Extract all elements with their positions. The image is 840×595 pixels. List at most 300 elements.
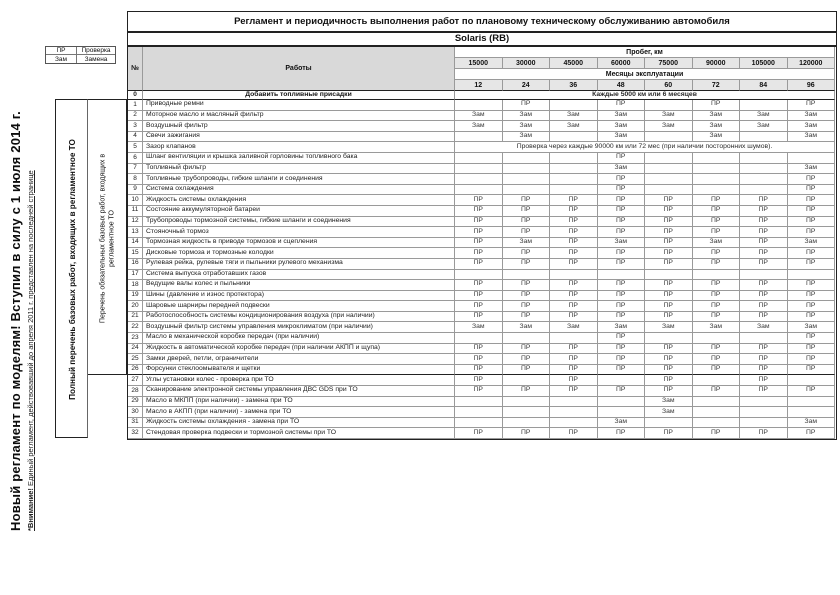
interval-cell: ПР [503,259,551,270]
interval-cell: ПР [598,153,646,164]
interval-cell [598,375,646,386]
interval-cell: ПР [740,238,788,249]
row-number: 6 [128,153,143,164]
interval-cell [693,153,741,164]
row-number: 18 [128,280,143,291]
interval-cell [740,153,788,164]
interval-cell: ПР [550,238,598,249]
interval-cell: ПР [503,217,551,228]
interval-cell: ПР [693,206,741,217]
months-header: 24 [503,80,551,91]
interval-cell: ПР [645,354,693,365]
interval-cell: ПР [598,259,646,270]
interval-cell: ПР [788,354,836,365]
work-label: Зазор клапанов [143,142,455,153]
interval-cell: ПР [455,227,503,238]
interval-cell: ПР [503,365,551,376]
interval-cell [693,185,741,196]
interval-cell: ПР [645,291,693,302]
interval-cell [645,333,693,344]
interval-cell [455,164,503,175]
row-number: 5 [128,142,143,153]
interval-cell: ПР [503,248,551,259]
work-label: Масло в АКПП (при наличии) - замена при ТО [143,407,455,418]
interval-cell: ПР [598,386,646,397]
row-number: 32 [128,428,143,439]
interval-cell [788,375,836,386]
interval-cell: ПР [740,312,788,323]
interval-cell: ПР [503,428,551,439]
interval-cell [550,100,598,111]
interval-cell [550,185,598,196]
interval-cell [693,407,741,418]
interval-cell [598,407,646,418]
interval-cell: ПР [740,248,788,259]
interval-cell [550,333,598,344]
interval-cell: ПР [788,344,836,355]
work-label: Топливный фильтр [143,164,455,175]
interval-cell: ПР [693,248,741,259]
interval-cell: ПР [455,386,503,397]
interval-cell: Зам [645,111,693,122]
interval-cell [550,397,598,408]
work-label: Сканирование электронной системы управления ДВС GDS при ТО [143,386,455,397]
work-label: Система охлаждения [143,185,455,196]
interval-cell: Зам [598,164,646,175]
mileage-header: 45000 [550,58,598,69]
interval-cell [740,164,788,175]
legend-replace-abbr: Зам [46,55,77,63]
interval-cell: ПР [645,259,693,270]
interval-cell: Зам [503,111,551,122]
interval-cell [503,270,551,281]
interval-cell [645,132,693,143]
interval-cell [550,418,598,429]
interval-cell: ПР [550,428,598,439]
row-number: 15 [128,248,143,259]
interval-cell [455,333,503,344]
row-number: 7 [128,164,143,175]
months-header: 84 [740,80,788,91]
interval-cell: ПР [645,301,693,312]
interval-cell: ПР [455,354,503,365]
interval-cell: ПР [645,206,693,217]
interval-cell: ПР [740,301,788,312]
interval-cell [645,153,693,164]
mileage-header: 15000 [455,58,503,69]
interval-cell [550,174,598,185]
interval-cell: Зам [550,111,598,122]
interval-cell: Зам [788,111,836,122]
interval-cell: Зам [598,418,646,429]
interval-cell: ПР [455,291,503,302]
interval-cell: ПР [503,280,551,291]
interval-cell: Зам [740,322,788,333]
months-band-label: Месяцы эксплуатации [455,69,835,80]
mileage-header: 105000 [740,58,788,69]
interval-cell [550,407,598,418]
interval-cell: ПР [788,291,836,302]
interval-cell [503,418,551,429]
interval-cell: ПР [503,301,551,312]
interval-cell [455,100,503,111]
interval-cell [550,153,598,164]
mileage-band-label: Пробег, км [455,47,835,58]
work-label: Форсунки стеклоомывателя и щетки [143,365,455,376]
group-bar-mandatory-list-label: Перечень обязательных базовых работ, входящих в регламентное ТО [98,153,115,323]
interval-cell: ПР [693,301,741,312]
interval-cell [693,270,741,281]
interval-cell: Зам [598,132,646,143]
interval-cell: ПР [455,301,503,312]
interval-cell: ПР [503,206,551,217]
row-number: 9 [128,185,143,196]
months-header: 12 [455,80,503,91]
row-number: 13 [128,227,143,238]
work-label: Стояночный тормоз [143,227,455,238]
interval-cell: ПР [788,206,836,217]
interval-cell: ПР [455,195,503,206]
legend-check-abbr: ПР [46,47,77,55]
row-number: 12 [128,217,143,228]
row-number: 19 [128,291,143,302]
interval-cell: ПР [788,185,836,196]
interval-cell: Зам [503,132,551,143]
interval-cell [503,397,551,408]
row-number: 21 [128,312,143,323]
interval-cell: ПР [693,280,741,291]
interval-cell: ПР [598,365,646,376]
interval-cell [503,407,551,418]
row-number: 4 [128,132,143,143]
interval-cell: Зам [455,111,503,122]
interval-cell: ПР [693,100,741,111]
interval-cell: ПР [645,248,693,259]
interval-cell: ПР [645,375,693,386]
interval-cell: ПР [550,386,598,397]
interval-cell: ПР [788,333,836,344]
interval-cell: ПР [788,365,836,376]
interval-cell [455,185,503,196]
interval-cell [740,270,788,281]
interval-cell: ПР [788,428,836,439]
interval-cell: ПР [550,344,598,355]
legend-check-label: Проверка [77,47,115,55]
interval-cell: ПР [503,227,551,238]
work-label: Свечи зажигания [143,132,455,143]
col-header-works: Работы [143,47,455,91]
interval-cell: ПР [598,280,646,291]
interval-cell [645,174,693,185]
interval-cell [550,270,598,281]
months-header: 48 [598,80,646,91]
interval-cell: ПР [550,301,598,312]
interval-cell: ПР [740,386,788,397]
row-number: 22 [128,322,143,333]
interval-cell: ПР [788,227,836,238]
interval-cell [455,397,503,408]
interval-cell [693,333,741,344]
row-number: 16 [128,259,143,270]
interval-cell: ПР [788,301,836,312]
interval-cell: Зам [645,397,693,408]
interval-cell: Зам [788,322,836,333]
months-header: 36 [550,80,598,91]
legend-table [45,46,116,64]
interval-cell: ПР [598,333,646,344]
interval-cell: ПР [598,195,646,206]
interval-cell [455,270,503,281]
interval-cell: Зам [788,164,836,175]
maintenance-table [127,46,837,440]
interval-cell: ПР [645,365,693,376]
work-label: Углы установки колес - проверка при ТО [143,375,455,386]
interval-cell: Зам [693,238,741,249]
interval-cell: ПР [550,291,598,302]
page-title: Регламент и периодичность выполнения работ по плановому техническому обслуживанию автомобиля [127,11,837,32]
work-label: Работоспособность системы кондиционирования воздуха (при наличии) [143,312,455,323]
interval-cell: Зам [788,121,836,132]
interval-cell [455,153,503,164]
interval-cell: ПР [598,344,646,355]
interval-cell: ПР [740,344,788,355]
interval-cell: Зам [740,111,788,122]
interval-cell: ПР [455,428,503,439]
interval-cell [693,397,741,408]
interval-cell [788,270,836,281]
row-number: 31 [128,418,143,429]
interval-cell: ПР [550,375,598,386]
interval-cell: ПР [645,312,693,323]
work-label: Шины (давление и износ протектора) [143,291,455,302]
interval-cell: ПР [598,291,646,302]
interval-cell: ПР [503,386,551,397]
group-bar-full-list [55,99,88,438]
interval-cell: ПР [550,206,598,217]
interval-cell: Зам [788,238,836,249]
interval-cell [598,270,646,281]
interval-cell: Зам [645,121,693,132]
work-label: Стендовая проверка подвески и тормозной системы при ТО [143,428,455,439]
interval-cell: ПР [693,344,741,355]
interval-cell: ПР [455,259,503,270]
interval-cell: ПР [550,312,598,323]
mileage-header: 75000 [645,58,693,69]
interval-cell [740,132,788,143]
interval-cell: ПР [550,259,598,270]
interval-cell [645,270,693,281]
row-number: 2 [128,111,143,122]
work-label: Жидкость системы охлаждения [143,195,455,206]
side-note [8,85,52,531]
interval-cell [455,132,503,143]
interval-cell: ПР [693,428,741,439]
interval-cell: ПР [550,365,598,376]
interval-cell: ПР [740,291,788,302]
interval-cell [788,397,836,408]
interval-cell: ПР [740,217,788,228]
interval-cell: ПР [645,238,693,249]
mileage-header: 120000 [788,58,836,69]
work-label: Жидкость в автоматической коробке передач (при наличии АКПП и щупа) [143,344,455,355]
interval-cell [693,164,741,175]
interval-cell [503,375,551,386]
interval-cell [740,407,788,418]
interval-cell: Зам [693,121,741,132]
interval-cell: ПР [740,280,788,291]
work-label: Масло в МКПП (при наличии) - замена при ТО [143,397,455,408]
interval-cell: ПР [693,291,741,302]
interval-cell: ПР [598,174,646,185]
interval-cell: ПР [550,248,598,259]
work-label: Воздушный фильтр системы управления микроклиматом (при наличии) [143,322,455,333]
interval-cell: ПР [645,195,693,206]
interval-cell [550,164,598,175]
interval-cell: ПР [740,195,788,206]
interval-cell: ПР [550,217,598,228]
interval-cell: ПР [693,354,741,365]
interval-cell [455,407,503,418]
interval-cell: ПР [455,248,503,259]
interval-cell [693,418,741,429]
mileage-header: 60000 [598,58,646,69]
interval-cell: ПР [455,217,503,228]
interval-cell: ПР [788,312,836,323]
months-header: 72 [693,80,741,91]
interval-cell: ПР [598,428,646,439]
work-label: Замки дверей, петли, ограничители [143,354,455,365]
interval-cell: ПР [788,195,836,206]
row-number: 17 [128,270,143,281]
interval-span: Каждые 5000 км или 6 месяцев [455,91,835,100]
mileage-header: 30000 [503,58,551,69]
row-number: 20 [128,301,143,312]
work-label: Масло в механической коробке передач (при наличии) [143,333,455,344]
interval-cell: ПР [598,301,646,312]
work-label: Трубопроводы тормозной системы, гибкие шланги и соединения [143,217,455,228]
interval-cell: ПР [598,227,646,238]
interval-cell: Зам [645,407,693,418]
interval-cell: Зам [693,322,741,333]
interval-span: Проверка через каждые 90000 км или 72 мес (при наличии посторонних шумов). [455,142,835,153]
interval-cell: Зам [788,132,836,143]
interval-cell: ПР [788,248,836,259]
interval-cell: ПР [503,312,551,323]
work-label: Моторное масло и масляный фильтр [143,111,455,122]
work-label: Воздушный фильтр [143,121,455,132]
interval-cell: ПР [503,344,551,355]
interval-cell: ПР [740,365,788,376]
interval-cell [503,164,551,175]
interval-cell: ПР [788,280,836,291]
work-label: Состояние аккумуляторной батареи [143,206,455,217]
interval-cell: Зам [503,322,551,333]
interval-cell: ПР [740,227,788,238]
row-number: 3 [128,121,143,132]
row-number: 11 [128,206,143,217]
work-label: Рулевая рейка, рулевые тяги и пыльники рулевого механизма [143,259,455,270]
interval-cell: ПР [740,259,788,270]
interval-cell [503,153,551,164]
model-title: Solaris (RB) [127,32,837,47]
interval-cell [740,333,788,344]
work-label: Жидкость системы охлаждения - замена при ТО [143,418,455,429]
interval-cell: Зам [598,121,646,132]
interval-cell [788,407,836,418]
interval-cell [645,185,693,196]
interval-cell: Зам [503,121,551,132]
interval-cell: ПР [788,259,836,270]
work-label: Шланг вентиляции и крышка заливной горловины топливного бака [143,153,455,164]
legend-replace-label: Замена [84,55,108,63]
interval-cell: ПР [740,354,788,365]
interval-cell: Зам [550,121,598,132]
interval-cell: Зам [455,121,503,132]
row-number: 1 [128,100,143,111]
interval-cell [455,418,503,429]
interval-cell: Зам [693,132,741,143]
interval-cell: ПР [693,195,741,206]
interval-cell: Зам [693,111,741,122]
work-label: Тормозная жидкость в приводе тормозов и сцепления [143,238,455,249]
row-number: 29 [128,397,143,408]
interval-cell: ПР [645,344,693,355]
interval-cell [550,132,598,143]
interval-cell: ПР [645,386,693,397]
interval-cell: Зам [788,418,836,429]
interval-cell: ПР [503,291,551,302]
interval-cell: Зам [598,238,646,249]
row-number: 27 [128,375,143,386]
interval-cell: ПР [693,259,741,270]
interval-cell: ПР [740,428,788,439]
interval-cell [693,174,741,185]
row-number: 25 [128,354,143,365]
interval-cell: ПР [598,354,646,365]
interval-cell: ПР [455,206,503,217]
interval-cell: ПР [550,195,598,206]
interval-cell [740,100,788,111]
interval-cell: ПР [455,365,503,376]
work-label: Топливные трубопроводы, гибкие шланги и соединения [143,174,455,185]
interval-cell: ПР [503,354,551,365]
row-number: 14 [128,238,143,249]
interval-cell: Зам [598,322,646,333]
interval-cell: ПР [645,280,693,291]
interval-cell: ПР [598,185,646,196]
work-label: Шаровые шарниры передней подвески [143,301,455,312]
interval-cell: ПР [693,312,741,323]
months-header: 96 [788,80,836,91]
row-number: 24 [128,344,143,355]
interval-cell: ПР [788,174,836,185]
interval-cell: ПР [455,375,503,386]
interval-cell: ПР [645,227,693,238]
interval-cell: ПР [455,312,503,323]
interval-cell [740,174,788,185]
interval-cell: Зам [740,121,788,132]
interval-cell [645,164,693,175]
interval-cell: ПР [598,217,646,228]
interval-cell [455,174,503,185]
work-label: Ведущие валы колес и пыльники [143,280,455,291]
months-header: 60 [645,80,693,91]
interval-cell: ПР [455,238,503,249]
interval-cell: Зам [503,238,551,249]
interval-cell: ПР [740,206,788,217]
interval-cell: ПР [645,428,693,439]
interval-cell: ПР [693,365,741,376]
